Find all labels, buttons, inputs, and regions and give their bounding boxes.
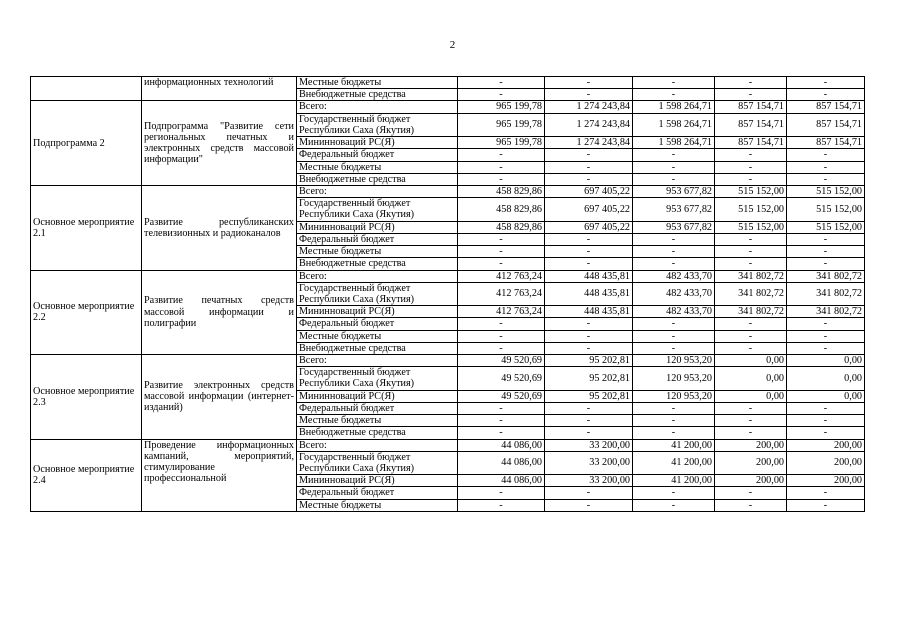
funding-source-cell: Местные бюджеты <box>297 161 458 173</box>
amount-cell: 965 199,78 <box>458 101 545 113</box>
amount-cell: 448 435,81 <box>545 270 633 282</box>
amount-cell: 412 763,24 <box>458 270 545 282</box>
amount-cell: - <box>545 342 633 354</box>
amount-cell: - <box>458 342 545 354</box>
funding-source-cell: Мининноваций РС(Я) <box>297 390 458 402</box>
amount-cell: - <box>545 415 633 427</box>
amount-cell: - <box>458 427 545 439</box>
amount-cell: 0,00 <box>715 355 787 367</box>
table-row <box>31 77 865 89</box>
amount-cell: 857 154,71 <box>715 113 787 136</box>
amount-cell: 44 086,00 <box>458 451 545 474</box>
amount-cell: - <box>787 342 865 354</box>
amount-cell: 0,00 <box>787 355 865 367</box>
amount-cell: - <box>715 149 787 161</box>
amount-cell: 200,00 <box>715 439 787 451</box>
program-name-cell: Основное мероприятие 2.1 <box>31 185 142 270</box>
program-name-cell: Основное мероприятие 2.2 <box>31 270 142 355</box>
amount-cell: 120 953,20 <box>633 390 715 402</box>
amount-cell: 697 405,22 <box>545 221 633 233</box>
amount-cell: - <box>458 330 545 342</box>
amount-cell: 341 802,72 <box>787 306 865 318</box>
amount-cell: 515 152,00 <box>787 185 865 197</box>
amount-cell: - <box>545 402 633 414</box>
table-row <box>31 185 865 197</box>
amount-cell: - <box>787 487 865 499</box>
amount-cell: - <box>715 427 787 439</box>
amount-cell: 120 953,20 <box>633 355 715 367</box>
amount-cell: 458 829,86 <box>458 185 545 197</box>
amount-cell: 515 152,00 <box>715 221 787 233</box>
amount-cell: 953 677,82 <box>633 221 715 233</box>
amount-cell: - <box>633 342 715 354</box>
amount-cell: - <box>715 161 787 173</box>
table-row <box>31 270 865 282</box>
table-row <box>31 101 865 113</box>
amount-cell: - <box>545 258 633 270</box>
amount-cell: - <box>787 149 865 161</box>
amount-cell: 200,00 <box>787 451 865 474</box>
amount-cell: - <box>715 499 787 511</box>
program-description-cell: Развитие республиканских телевизионных и радиоканалов <box>142 185 297 270</box>
table-row <box>31 355 865 367</box>
amount-cell: 341 802,72 <box>787 282 865 305</box>
funding-source-cell: Местные бюджеты <box>297 246 458 258</box>
amount-cell: 857 154,71 <box>787 113 865 136</box>
amount-cell: - <box>633 233 715 245</box>
amount-cell: - <box>458 149 545 161</box>
amount-cell: - <box>633 258 715 270</box>
amount-cell: 95 202,81 <box>545 367 633 390</box>
amount-cell: - <box>458 487 545 499</box>
funding-source-cell: Федеральный бюджет <box>297 149 458 161</box>
amount-cell: - <box>787 77 865 89</box>
amount-cell: 448 435,81 <box>545 306 633 318</box>
amount-cell: - <box>715 233 787 245</box>
amount-cell: - <box>545 330 633 342</box>
amount-cell: - <box>787 89 865 101</box>
amount-cell: - <box>458 402 545 414</box>
funding-source-cell: Всего: <box>297 439 458 451</box>
amount-cell: - <box>633 173 715 185</box>
amount-cell: 200,00 <box>715 475 787 487</box>
funding-source-cell: Государственный бюджет Республики Саха (Якутия) <box>297 198 458 221</box>
program-name-cell: Основное мероприятие 2.3 <box>31 355 142 440</box>
page-number: 2 <box>449 39 456 51</box>
amount-cell: 448 435,81 <box>545 282 633 305</box>
amount-cell: 1 598 264,71 <box>633 137 715 149</box>
amount-cell: 341 802,72 <box>715 282 787 305</box>
amount-cell: - <box>458 77 545 89</box>
amount-cell: 697 405,22 <box>545 198 633 221</box>
amount-cell: - <box>633 330 715 342</box>
amount-cell: - <box>787 499 865 511</box>
amount-cell: 857 154,71 <box>787 101 865 113</box>
amount-cell: - <box>633 415 715 427</box>
amount-cell: - <box>545 77 633 89</box>
program-description-cell: Развитие электронных средств массовой информации (интернет-изданий) <box>142 355 297 440</box>
funding-source-cell: Мининноваций РС(Я) <box>297 221 458 233</box>
amount-cell: - <box>715 342 787 354</box>
program-description-cell: Развитие печатных средств массовой информации и полиграфии <box>142 270 297 355</box>
amount-cell: - <box>715 487 787 499</box>
amount-cell: 41 200,00 <box>633 475 715 487</box>
amount-cell: - <box>787 246 865 258</box>
amount-cell: - <box>545 318 633 330</box>
amount-cell: - <box>787 415 865 427</box>
funding-source-cell: Внебюджетные средства <box>297 89 458 101</box>
amount-cell: 412 763,24 <box>458 282 545 305</box>
funding-source-cell: Федеральный бюджет <box>297 487 458 499</box>
amount-cell: 458 829,86 <box>458 221 545 233</box>
amount-cell: - <box>458 89 545 101</box>
amount-cell: - <box>545 89 633 101</box>
amount-cell: 120 953,20 <box>633 367 715 390</box>
amount-cell: - <box>633 402 715 414</box>
amount-cell: - <box>458 233 545 245</box>
amount-cell: 33 200,00 <box>545 475 633 487</box>
amount-cell: 482 433,70 <box>633 282 715 305</box>
funding-source-cell: Федеральный бюджет <box>297 402 458 414</box>
amount-cell: - <box>715 77 787 89</box>
amount-cell: 44 086,00 <box>458 439 545 451</box>
amount-cell: 41 200,00 <box>633 439 715 451</box>
amount-cell: - <box>787 427 865 439</box>
amount-cell: - <box>545 487 633 499</box>
amount-cell: 857 154,71 <box>715 137 787 149</box>
funding-source-cell: Государственный бюджет Республики Саха (Якутия) <box>297 451 458 474</box>
program-description-cell: Подпрограмма "Развитие сети региональных печатных и электронных средств массовой информации" <box>142 101 297 186</box>
amount-cell: - <box>787 330 865 342</box>
amount-cell: 953 677,82 <box>633 185 715 197</box>
amount-cell: 33 200,00 <box>545 451 633 474</box>
amount-cell: - <box>458 258 545 270</box>
amount-cell: - <box>545 233 633 245</box>
amount-cell: 857 154,71 <box>787 137 865 149</box>
amount-cell: - <box>633 499 715 511</box>
amount-cell: 49 520,69 <box>458 390 545 402</box>
amount-cell: - <box>458 173 545 185</box>
program-description-cell: Проведение информационных кампаний, мероприятий, стимулирование профессиональной <box>142 439 297 511</box>
amount-cell: - <box>633 487 715 499</box>
funding-source-cell: Мининноваций РС(Я) <box>297 137 458 149</box>
funding-source-cell: Внебюджетные средства <box>297 427 458 439</box>
amount-cell: - <box>715 318 787 330</box>
amount-cell: 515 152,00 <box>787 198 865 221</box>
funding-source-cell: Всего: <box>297 355 458 367</box>
amount-cell: - <box>545 246 633 258</box>
amount-cell: - <box>633 161 715 173</box>
amount-cell: 95 202,81 <box>545 390 633 402</box>
amount-cell: 965 199,78 <box>458 137 545 149</box>
amount-cell: - <box>715 402 787 414</box>
funding-source-cell: Государственный бюджет Республики Саха (Якутия) <box>297 113 458 136</box>
amount-cell: - <box>715 415 787 427</box>
amount-cell: - <box>787 173 865 185</box>
funding-source-cell: Государственный бюджет Республики Саха (Якутия) <box>297 282 458 305</box>
amount-cell: 697 405,22 <box>545 185 633 197</box>
funding-source-cell: Местные бюджеты <box>297 499 458 511</box>
amount-cell: 515 152,00 <box>787 221 865 233</box>
amount-cell: 200,00 <box>787 475 865 487</box>
amount-cell: 1 274 243,84 <box>545 113 633 136</box>
funding-source-cell: Федеральный бюджет <box>297 318 458 330</box>
amount-cell: 49 520,69 <box>458 367 545 390</box>
amount-cell: 33 200,00 <box>545 439 633 451</box>
amount-cell: - <box>458 318 545 330</box>
amount-cell: - <box>458 246 545 258</box>
amount-cell: 1 598 264,71 <box>633 113 715 136</box>
amount-cell: 965 199,78 <box>458 113 545 136</box>
amount-cell: 412 763,24 <box>458 306 545 318</box>
amount-cell: - <box>458 415 545 427</box>
funding-source-cell: Местные бюджеты <box>297 415 458 427</box>
amount-cell: 95 202,81 <box>545 355 633 367</box>
table-row <box>31 439 865 451</box>
amount-cell: 515 152,00 <box>715 185 787 197</box>
amount-cell: 0,00 <box>787 367 865 390</box>
funding-source-cell: Мининноваций РС(Я) <box>297 306 458 318</box>
amount-cell: 0,00 <box>715 390 787 402</box>
amount-cell: - <box>633 77 715 89</box>
amount-cell: - <box>787 161 865 173</box>
amount-cell: 200,00 <box>787 439 865 451</box>
amount-cell: 953 677,82 <box>633 198 715 221</box>
amount-cell: - <box>715 258 787 270</box>
amount-cell: - <box>458 499 545 511</box>
amount-cell: 857 154,71 <box>715 101 787 113</box>
amount-cell: 341 802,72 <box>715 270 787 282</box>
funding-source-cell: Всего: <box>297 270 458 282</box>
amount-cell: 49 520,69 <box>458 355 545 367</box>
program-name-cell: Основное мероприятие 2.4 <box>31 439 142 511</box>
budget-table <box>30 76 865 512</box>
amount-cell: - <box>787 402 865 414</box>
amount-cell: - <box>715 173 787 185</box>
funding-source-cell: Федеральный бюджет <box>297 233 458 245</box>
amount-cell: 341 802,72 <box>715 306 787 318</box>
amount-cell: 41 200,00 <box>633 451 715 474</box>
program-name-cell: Подпрограмма 2 <box>31 101 142 186</box>
amount-cell: - <box>633 427 715 439</box>
amount-cell: 1 274 243,84 <box>545 101 633 113</box>
amount-cell: 1 598 264,71 <box>633 101 715 113</box>
funding-source-cell: Местные бюджеты <box>297 330 458 342</box>
amount-cell: 515 152,00 <box>715 198 787 221</box>
amount-cell: 0,00 <box>715 367 787 390</box>
amount-cell: - <box>787 258 865 270</box>
amount-cell: - <box>715 246 787 258</box>
amount-cell: 44 086,00 <box>458 475 545 487</box>
amount-cell: - <box>633 318 715 330</box>
funding-source-cell: Всего: <box>297 185 458 197</box>
amount-cell: 0,00 <box>787 390 865 402</box>
amount-cell: 341 802,72 <box>787 270 865 282</box>
funding-source-cell: Местные бюджеты <box>297 77 458 89</box>
funding-source-cell: Всего: <box>297 101 458 113</box>
funding-source-cell: Государственный бюджет Республики Саха (Якутия) <box>297 367 458 390</box>
amount-cell: - <box>633 149 715 161</box>
funding-source-cell: Внебюджетные средства <box>297 258 458 270</box>
amount-cell: 200,00 <box>715 451 787 474</box>
funding-source-cell: Мининноваций РС(Я) <box>297 475 458 487</box>
amount-cell: - <box>458 161 545 173</box>
amount-cell: 482 433,70 <box>633 306 715 318</box>
program-name-cell <box>31 77 142 101</box>
program-description-cell: информационных технологий <box>142 77 297 101</box>
amount-cell: - <box>545 499 633 511</box>
funding-source-cell: Внебюджетные средства <box>297 342 458 354</box>
amount-cell: - <box>545 149 633 161</box>
amount-cell: - <box>633 89 715 101</box>
amount-cell: 482 433,70 <box>633 270 715 282</box>
amount-cell: - <box>633 246 715 258</box>
funding-source-cell: Внебюджетные средства <box>297 173 458 185</box>
amount-cell: - <box>715 89 787 101</box>
amount-cell: - <box>545 427 633 439</box>
amount-cell: 458 829,86 <box>458 198 545 221</box>
amount-cell: - <box>787 233 865 245</box>
amount-cell: - <box>715 330 787 342</box>
table-body <box>31 77 865 512</box>
amount-cell: - <box>545 161 633 173</box>
amount-cell: - <box>787 318 865 330</box>
amount-cell: 1 274 243,84 <box>545 137 633 149</box>
amount-cell: - <box>545 173 633 185</box>
